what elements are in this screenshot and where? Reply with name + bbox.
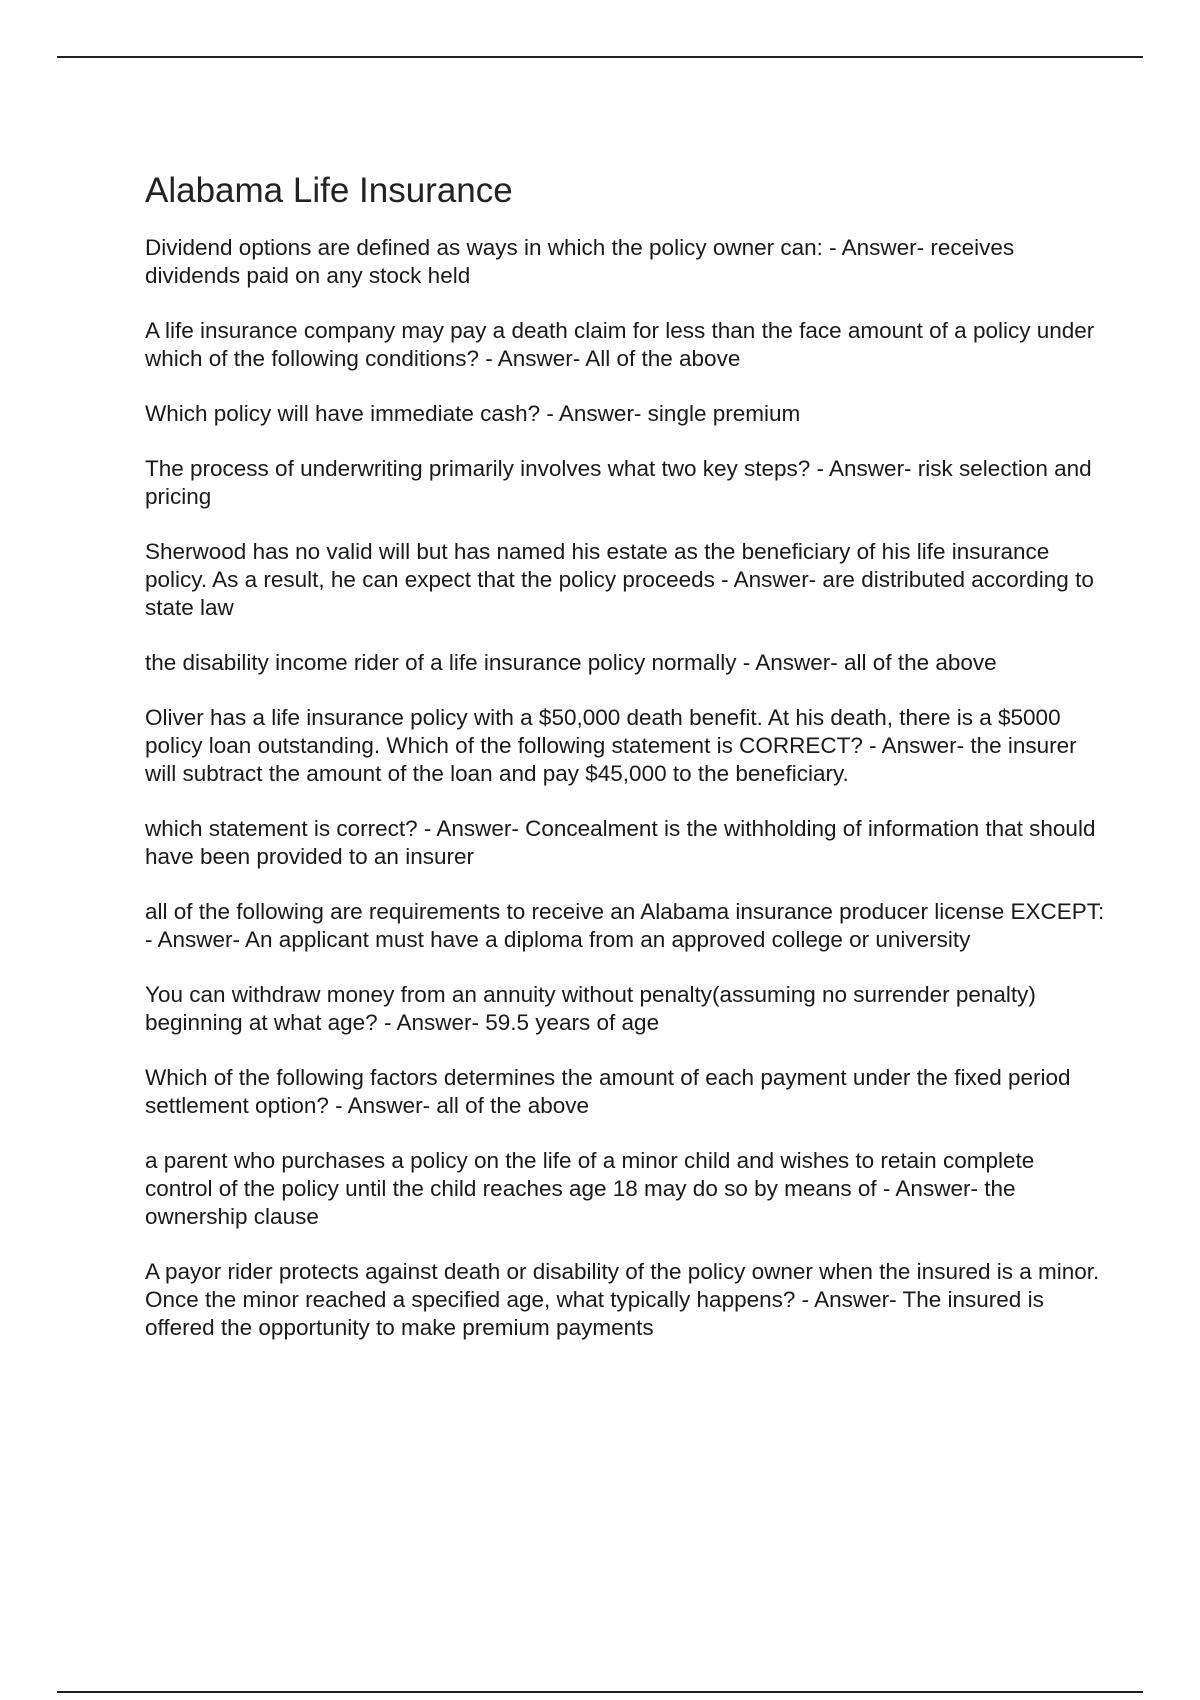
top-divider xyxy=(57,56,1143,58)
qa-item: Dividend options are defined as ways in which the policy owner can: - Answer- receives dividends paid on any stock held xyxy=(145,235,1015,288)
qa-item: Sherwood has no valid will but has named his estate as the beneficiary of his life insurance policy. As a result, he can expect that the policy proceeds - Answer- are distributed according to state law xyxy=(145,539,1094,620)
qa-item: Which policy will have immediate cash? - Answer- single premium xyxy=(145,401,801,426)
bottom-divider xyxy=(57,1691,1143,1693)
qa-item: a parent who purchases a policy on the life of a minor child and wishes to retain complete control of the policy until the child reaches age 18 may do so by means of - Answer- the ownership clause xyxy=(145,1148,1035,1229)
qa-item: A life insurance company may pay a death claim for less than the face amount of a policy under which of the following conditions? - Answer- All of the above xyxy=(145,318,1095,371)
qa-item: all of the following are requirements to receive an Alabama insurance producer license EXCEPT: - Answer- An applicant must have a diploma from an approved college or university xyxy=(145,899,1105,952)
qa-item: which statement is correct? - Answer- Concealment is the withholding of information that should have been provided to an insurer xyxy=(145,816,1096,869)
qa-item: The process of underwriting primarily involves what two key steps? - Answer- risk selection and pricing xyxy=(145,456,1092,509)
qa-item: You can withdraw money from an annuity without penalty(assuming no surrender penalty) beginning at what age? - Answer- 59.5 years of age xyxy=(145,982,1036,1035)
document-body xyxy=(145,170,1105,1369)
qa-item: A payor rider protects against death or disability of the policy owner when the insured is a minor. Once the minor reached a specified age, what typically happens? - Answer- The insured is offered the opportunity to make premium payments xyxy=(145,1259,1100,1340)
qa-list xyxy=(145,234,1105,1342)
page-title: Alabama Life Insurance xyxy=(145,171,513,210)
qa-item: the disability income rider of a life insurance policy normally - Answer- all of the above xyxy=(145,650,997,675)
qa-item: Oliver has a life insurance policy with a $50,000 death benefit. At his death, there is a $5000 policy loan outstanding. Which of the following statement is CORRECT? - Answer- the insurer will subtract the amount of the loan and pay $45,000 to the beneficiary. xyxy=(145,705,1077,786)
qa-item: Which of the following factors determines the amount of each payment under the fixed period settlement option? - Answer- all of the above xyxy=(145,1065,1071,1118)
